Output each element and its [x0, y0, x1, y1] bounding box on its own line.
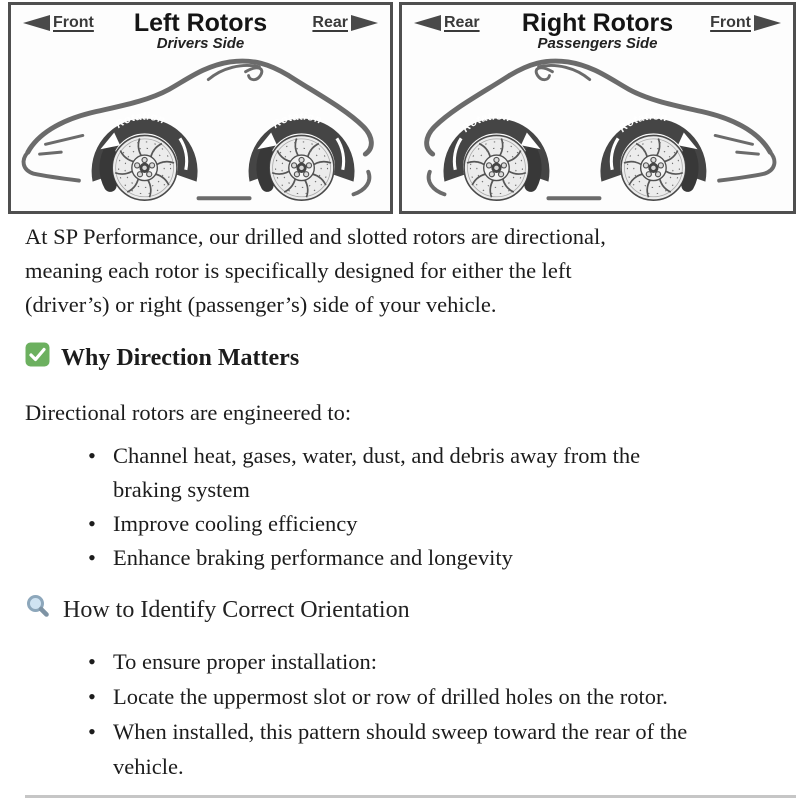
list-item-line: vehicle.: [113, 754, 184, 779]
why-direction-heading: [25, 342, 780, 374]
identify-heading: [25, 593, 780, 627]
right-arrow-icon: [754, 15, 781, 31]
panel-title: Right Rotors: [521, 9, 674, 37]
direction-text: Front: [53, 14, 94, 31]
list-item: [113, 644, 780, 679]
direction-text: Front: [710, 14, 751, 31]
intro-line: meaning each rotor is specifically designed for either the left: [25, 258, 572, 283]
list-item: [113, 541, 780, 575]
left-rotors-panel: [8, 2, 393, 214]
panel-subtitle: Drivers Side: [156, 35, 245, 53]
list-item-line: • When installed, this pattern should sweep toward the rear of the: [113, 719, 688, 744]
list-item-line: • Locate the uppermost slot or row of drilled holes on the rotor.: [113, 684, 668, 709]
right-rotors-panel: [399, 2, 796, 214]
check-emoji-icon: [25, 342, 50, 374]
intro-line: (driver’s) or right (passenger’s) side of your vehicle.: [25, 292, 497, 317]
direction-text: Rear: [312, 14, 348, 31]
search-icon: [25, 593, 52, 627]
list-item-line: braking system: [113, 477, 250, 502]
why-lead: [25, 396, 780, 430]
list-item-line: • To ensure proper installation:: [113, 649, 377, 674]
list-item: [113, 507, 780, 541]
direction-text: Rear: [444, 14, 480, 31]
list-item-line: • Improve cooling efficiency: [113, 511, 358, 536]
list-item-line: • Channel heat, gases, water, dust, and debris away from the: [113, 443, 641, 468]
front-direction-label: [710, 14, 781, 32]
list-item-line: • Enhance braking performance and longevity: [113, 545, 513, 570]
heading-text: How to Identify Correct Orientation: [63, 596, 410, 623]
panel-subtitle: Passengers Side: [537, 35, 658, 53]
divider: [25, 795, 796, 798]
why-bullet-list: [25, 439, 780, 575]
right-arrow-icon: [351, 15, 378, 31]
identify-bullet-list: [25, 644, 780, 784]
list-item: [113, 679, 780, 714]
intro-paragraph: [25, 220, 780, 322]
rear-direction-label: [312, 14, 378, 32]
list-item: [113, 714, 780, 784]
panel-title: Left Rotors: [133, 9, 268, 37]
intro-line: At SP Performance, our drilled and slotted rotors are directional,: [25, 224, 606, 249]
heading-text: Why Direction Matters: [61, 344, 300, 371]
list-item: [113, 439, 780, 507]
lead-text: Directional rotors are engineered to:: [25, 400, 352, 425]
